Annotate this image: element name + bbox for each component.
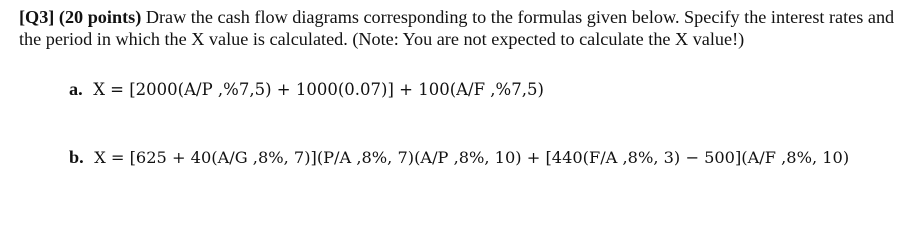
question-points: (20 points) bbox=[58, 7, 142, 27]
question-number: [Q3] bbox=[19, 7, 55, 27]
formula-item-a bbox=[69, 79, 544, 100]
question-paragraph bbox=[19, 6, 919, 50]
formula-a: X = [2000(A/P ,%7,5) + 1000(0.07)] + 100(A/F ,%7,5) bbox=[93, 80, 544, 99]
item-b-label: b. bbox=[69, 147, 84, 167]
question-text: Draw the cash flow diagrams corresponding to the formulas given below. Specify the interest rates and the period in which the X value is calculated. (Note: You are not expected to calculate the X value!) bbox=[19, 7, 895, 49]
formula-item-b bbox=[69, 147, 849, 168]
item-a-label: a. bbox=[69, 79, 83, 99]
formula-b: X = [625 + 40(A/G ,8%, 7)](P/A ,8%, 7)(A/P ,8%, 10) + [440(F/A ,8%, 3) − 500](A/F ,8%, 10) bbox=[94, 148, 850, 167]
